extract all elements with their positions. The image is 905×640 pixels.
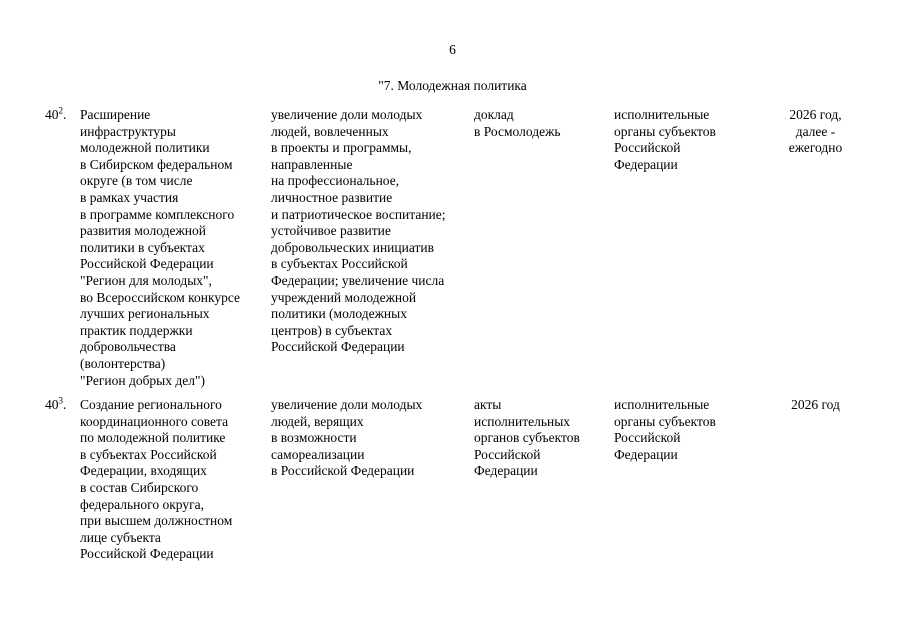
- section-title: "7. Молодежная политика: [378, 78, 527, 93]
- row-number-base: 40: [45, 107, 59, 122]
- row-number: [45, 397, 77, 414]
- row-number-superscript: 3: [58, 395, 63, 406]
- row-indicator: увеличение доли молодых людей, вовлеченных в проекты и программы, направленные на профессиональное, личностное развитие и патриотическое воспитание; устойчивое развитие добровольческих инициатив в субъектах Российской Федерации; увеличение числа учреждений молодежной политики (молодежных центров) в субъектах Российской Федерации: [271, 107, 446, 355]
- row-description: Создание регионального координационного совета по молодежной политике в субъектах Российской Федерации, входящих в состав Сибирского федерального округа, при высшем должностном лице субъекта Российской Федерации: [80, 397, 233, 562]
- row-number-base: 40: [45, 397, 59, 412]
- row-number-superscript: 2: [58, 105, 63, 116]
- row-responsible: исполнительные органы субъектов Российской Федерации: [614, 107, 716, 172]
- page-number: 6: [449, 42, 456, 57]
- row-term: 2026 год: [791, 397, 840, 412]
- row-document: доклад в Росмолодежь: [474, 107, 561, 139]
- row-term: 2026 год, далее - ежегодно: [788, 107, 843, 156]
- row-description: Расширение инфраструктуры молодежной политики в Сибирском федеральном округе (в том числе в рамках участия в программе комплексного развития молодежной политики в субъектах Российской Федерации "Регион для молодых", во Всероссийском конкурсе лучших региональных практик поддержки добровольчества (волонтерства) "Регион добрых дел"): [80, 107, 240, 388]
- row-number-suffix: .: [63, 397, 67, 412]
- row-document: акты исполнительных органов субъектов Российской Федерации: [474, 397, 580, 479]
- row-responsible: исполнительные органы субъектов Российской Федерации: [614, 397, 716, 462]
- row-number-suffix: .: [63, 107, 67, 122]
- row-indicator: увеличение доли молодых людей, верящих в возможности самореализации в Российской Федерации: [271, 397, 423, 479]
- row-number: [45, 107, 77, 124]
